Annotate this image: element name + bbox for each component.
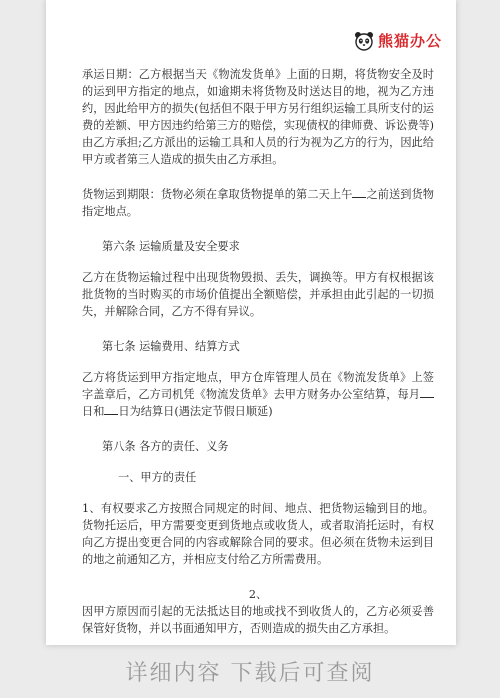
paragraph-party-a-rights-1: 1、有权要求乙方按照合同规定的时间、地点、把货物运输到目的地。货物托运后，甲方需要变更到货地点或收货人，或者取消托运时，有权向乙方提出变更合同的内容或解除合同的要求。但必须在货物未运到目的地之前通知乙方，并相应支付给乙方所需费用。 xyxy=(82,502,434,566)
settlement-text-c: 日为结算日(遇法定节假日顺延) xyxy=(118,405,273,418)
settlement-text-b: 日和 xyxy=(82,405,105,418)
panda-logo-icon xyxy=(354,31,374,51)
paragraph-quality-safety: 乙方在货物运输过程中出现货物毁损、丢失，调换等。甲方有权根据该批货物的当时购买的市场价值提出全额赔偿，并承担由此引起的一切损失，并解除合同，乙方不得有异议。 xyxy=(82,271,434,318)
article-8-heading: 第八条 各方的责任、义务 xyxy=(102,440,229,453)
settlement-blank-1 xyxy=(420,388,434,398)
document-body xyxy=(82,66,434,645)
footer-banner[interactable] xyxy=(0,645,500,698)
article-6-heading: 第六条 运输质量及安全要求 xyxy=(102,240,240,253)
deadline-text-a: 货物运到期限：货物必须在拿取货物提单的第二天上午 xyxy=(82,188,353,201)
settlement-blank-2 xyxy=(104,405,118,415)
paragraph-settlement xyxy=(82,369,434,420)
item-number-2: 2、 xyxy=(248,588,268,601)
paragraph-delivery-deadline xyxy=(82,186,434,220)
footer-text: 详细内容 下载后可查阅 xyxy=(125,661,375,686)
article-7-heading: 第七条 运输费用、结算方式 xyxy=(102,340,240,353)
brand-badge[interactable] xyxy=(354,30,442,51)
paragraph-delivery-date: 承运日期：乙方根据当天《物流发货单》上面的日期，将货物安全及时的运到甲方指定的地点，如逾期未将货物及时送达目的地，视为乙方违约，因此给甲方的损失(包括但不限于甲方另行组织运输工具所支付的运费的差额、甲方因违约给第三方的赔偿，实现债权的律师费、诉讼费等)由乙方承担;乙方派出的运输工具和人员的行为视为乙方的行为，因此给甲方或者第三人造成的损失由乙方承担。 xyxy=(82,68,434,166)
deadline-text-b: 之前送到货物指定地点。 xyxy=(82,188,434,218)
document-page xyxy=(46,0,456,645)
brand-name: 熊猫办公 xyxy=(377,32,442,50)
deadline-blank xyxy=(352,188,366,198)
paragraph-party-a-rights-2: 因甲方原因而引起的无法抵达目的地或找不到收货人的，乙方必须妥善保管好货物，并以书面通知甲方，否则造成的损失由乙方承担。 xyxy=(82,605,434,635)
party-a-heading: 一、甲方的责任 xyxy=(118,471,197,484)
settlement-text-a: 乙方将货运到甲方指定地点，甲方仓库管理人员在《物流发货单》上签字盖章后，乙方司机凭《物流发货单》去甲方财务办公室结算，每月 xyxy=(82,371,434,401)
